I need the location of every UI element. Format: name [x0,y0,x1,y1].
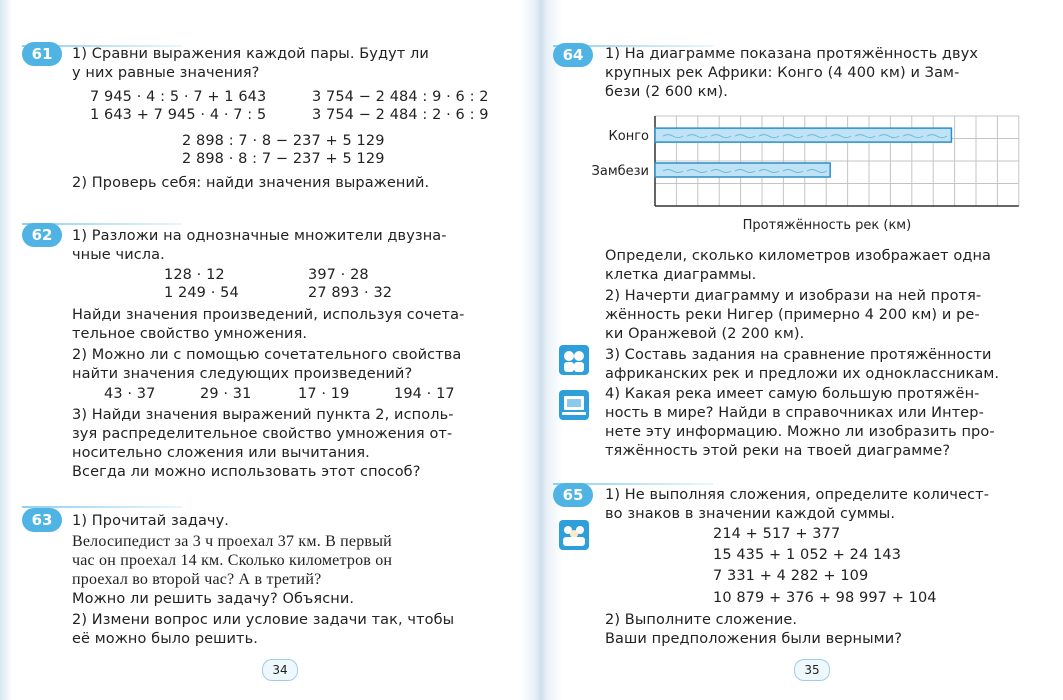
task-62-line: чные числа. [72,247,165,263]
group-work-icon [559,520,589,550]
expression: 10 879 + 376 + 98 997 + 104 [713,590,937,606]
task-63-line: её можно было решить. [72,631,258,647]
task-61-line: у них равные значения? [72,65,260,81]
task-number-62: 62 [22,223,62,247]
task-63-line: Можно ли решить задачу? Объясни. [72,591,355,607]
problem-text: час он проехал 14 км. Сколько километров он [72,552,393,569]
task-62-line: найти значения следующих произведений? [72,366,413,382]
task-number-64: 64 [553,43,593,67]
expression: 7 331 + 4 282 + 109 [713,568,869,584]
expression: 128 · 12 [164,267,225,283]
task-64-line: 1) На диаграмме показана протяжённость двух [605,46,979,62]
task-64-line: 3) Составь задания на сравнение протяжённости [605,347,992,363]
expression: 7 945 · 4 : 5 · 7 + 1 643 [90,89,267,105]
task-64-line: бези (2 600 км). [605,84,728,100]
task-64-line: ки Оранжевой (2 200 км). [605,326,805,342]
task-62-line: зуя распределительное свойство умножения от- [72,426,453,442]
chart-bars [655,128,951,177]
task-62-line: 2) Можно ли с помощью сочетательного свойства [72,347,462,363]
task-62-line: 1) Разложи на однозначные множители двузна- [72,228,447,244]
task-64-line: клетка диаграммы. [605,267,757,283]
task-64-line: жённость реки Нигер (примерно 4 200 км) и ре- [605,307,980,323]
computer-icon [559,390,589,420]
task-64-line: 2) Начерти диаграмму и изобрази на ней протя- [605,288,982,304]
task-61-line: 2) Проверь себя: найди значения выражений. [72,175,430,191]
task-64-line: тяжённость этой реки на твоей диаграмме? [605,443,951,459]
pair-work-icon [559,345,589,375]
task-64-line: нете эту информацию. Можно ли изобразить про- [605,424,995,440]
category-label: Замбези [591,164,649,179]
task-62-line: тельное свойство умножения. [72,326,308,342]
expression: 3 754 − 2 484 : 2 · 6 : 9 [312,107,489,123]
expression: 397 · 28 [308,267,369,283]
task-65-line: 1) Не выполняя сложения, определите количест- [605,487,990,503]
river-length-chart [571,108,1031,236]
x-axis-label: Протяжённость рек (км) [742,218,912,233]
right-page [531,0,1063,700]
expression: 194 · 17 [394,386,455,402]
expression: 214 + 517 + 377 [713,526,841,542]
task-65-line: Ваши предположения были верными? [605,631,903,647]
expression: 2 898 : 7 · 8 − 237 + 5 129 [182,133,385,149]
expression: 15 435 + 1 052 + 24 143 [713,547,902,563]
chart-labels [592,129,912,233]
task-64-line: крупных рек Африки: Конго (4 400 км) и Зам- [605,65,960,81]
expression: 43 · 37 [104,386,156,402]
expression: 1 249 · 54 [164,285,239,301]
task-62-line: Найди значения произведений, используя сочета- [72,307,465,323]
task-62-line: Всегда ли можно использовать этот способ? [72,464,421,480]
problem-text: Велосипедист за 3 ч проехал 37 км. В первый [72,533,392,550]
task-64-line: африканских рек и предложи их одноклассникам. [605,366,1000,382]
task-65-line: 2) Выполните сложение. [605,612,798,628]
expression: 27 893 · 32 [308,285,393,301]
expression: 29 · 31 [200,386,252,402]
problem-text: проехал во второй час? А в третий? [72,571,322,588]
expression: 2 898 · 8 : 7 − 237 + 5 129 [182,151,385,167]
page-number: 35 [794,659,830,681]
task-65-line: во знаков в значении каждой суммы. [605,506,896,522]
page-number: 34 [262,659,298,681]
task-number-63: 63 [22,508,62,532]
expression: 17 · 19 [298,386,350,402]
task-64-line: 4) Какая река имеет самую большую протяжён- [605,386,980,402]
expression: 1 643 + 7 945 · 4 · 7 : 5 [90,107,267,123]
category-label: Конго [608,129,649,145]
task-64-line: ность в мире? Найди в справочниках или Интер- [605,405,984,421]
left-page [0,0,531,700]
task-63-line: 1) Прочитай задачу. [72,513,229,529]
task-number-61: 61 [22,42,62,66]
task-62-line: носительно сложения или вычитания. [72,445,370,461]
task-number-65: 65 [553,483,593,507]
task-63-line: 2) Измени вопрос или условие задачи так, чтобы [72,612,455,628]
task-62-line: 3) Найди значения выражений пункта 2, исполь- [72,407,454,423]
expression: 3 754 − 2 484 : 9 · 6 : 2 [312,89,489,105]
task-61-line: 1) Сравни выражения каждой пары. Будут ли [72,46,429,62]
task-64-line: Определи, сколько километров изображает одна [605,248,992,264]
